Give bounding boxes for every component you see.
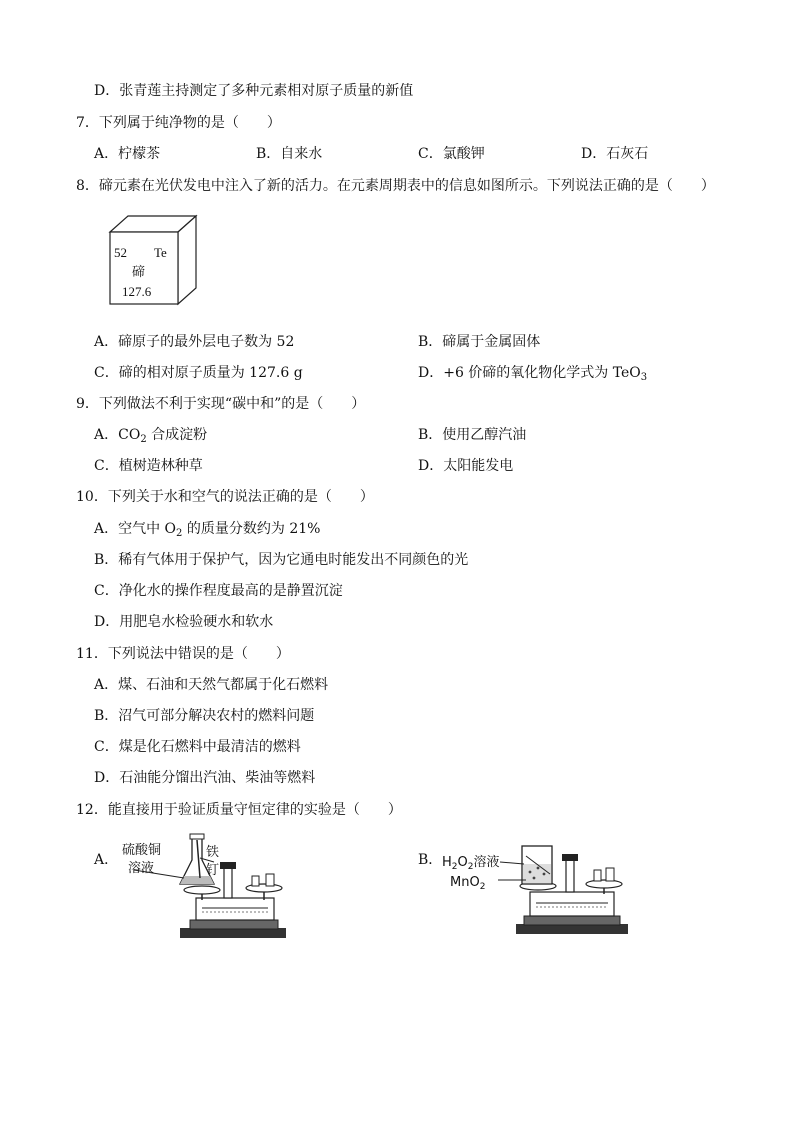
q9-option-c: C．植树造林种草: [94, 458, 203, 474]
q7-option-b: B．自来水: [256, 146, 323, 162]
q12-stem: 12．能直接用于验证质量守恒定律的实验是（ ）: [76, 802, 402, 818]
element-name: 碲: [132, 264, 146, 279]
balance-body: [196, 898, 274, 920]
q10-option-d: D．用肥皂水检验硬水和软水: [94, 614, 274, 630]
label-iron: 铁: [206, 845, 220, 860]
q8-option-a: A．碲原子的最外层电子数为 52: [94, 334, 295, 350]
q7-stem: 7．下列属于纯净物的是（ ）: [76, 115, 281, 131]
q7-option-a: A．柠檬茶: [94, 146, 161, 162]
q12-option-a-letter: A．: [94, 852, 119, 868]
q11-option-a: A．煤、石油和天然气都属于化石燃料: [94, 677, 329, 693]
balance-apparatus-b: [438, 840, 634, 940]
balance-body: [530, 892, 614, 916]
label-copper-sulfate: 硫酸铜: [122, 843, 162, 858]
q6-option-d: D．张青莲主持测定了多种元素相对原子质量的新值: [94, 83, 414, 99]
balance-apparatus-a: [114, 832, 290, 944]
q8-stem: 8．碲元素在光伏发电中注入了新的活力。在元素周期表中的信息如图所示。下列说法正确的是（ ）: [76, 178, 715, 194]
q8-option-c: C．碲的相对原子质量为 127.6 g: [94, 365, 303, 381]
q8-option-d: D．+6 价碲的氧化物化学式为 TeO$_3$: [418, 365, 648, 383]
q11-option-c: C．煤是化石燃料中最清洁的燃料: [94, 739, 301, 755]
label-mno2: MnO$_2$: [450, 875, 486, 892]
q9-option-b: B．使用乙醇汽油: [418, 427, 527, 443]
q9-option-a: A．$CO_2$ 合成淀粉: [94, 427, 208, 445]
q12-option-b-letter: B．: [418, 852, 443, 868]
element-tile: [106, 214, 202, 310]
q11-stem: 11．下列说法中错误的是（ ）: [76, 646, 290, 662]
q10-option-a: A．空气中 $O_2$ 的质量分数约为 21%: [94, 521, 321, 539]
label-h2o2-solution: $H_2O_2$溶液: [442, 855, 500, 872]
q10-option-c: C．净化水的操作程度最高的是静置沉淀: [94, 583, 343, 599]
q10-option-b: B．稀有气体用于保护气，因为它通电时能发出不同颜色的光: [94, 552, 469, 568]
label-nail: 钉: [206, 863, 220, 878]
q11-option-d: D．石油能分馏出汽油、柴油等燃料: [94, 770, 316, 786]
q9-option-d: D．太阳能发电: [418, 458, 514, 474]
q11-option-b: B．沼气可部分解决农村的燃料问题: [94, 708, 315, 724]
q7-option-c: C．氯酸钾: [418, 146, 485, 162]
atomic-mass: 127.6: [122, 284, 152, 299]
element-symbol: Te: [154, 245, 167, 260]
q8-option-b: B．碲属于金属固体: [418, 334, 541, 350]
label-solution: 溶液: [128, 861, 155, 876]
q7-option-d: D．石灰石: [581, 146, 649, 162]
q9-stem: 9．下列做法不利于实现“碳中和”的是（ ）: [76, 396, 366, 412]
atomic-number: 52: [114, 245, 127, 260]
q10-stem: 10．下列关于水和空气的说法正确的是（ ）: [76, 489, 374, 505]
